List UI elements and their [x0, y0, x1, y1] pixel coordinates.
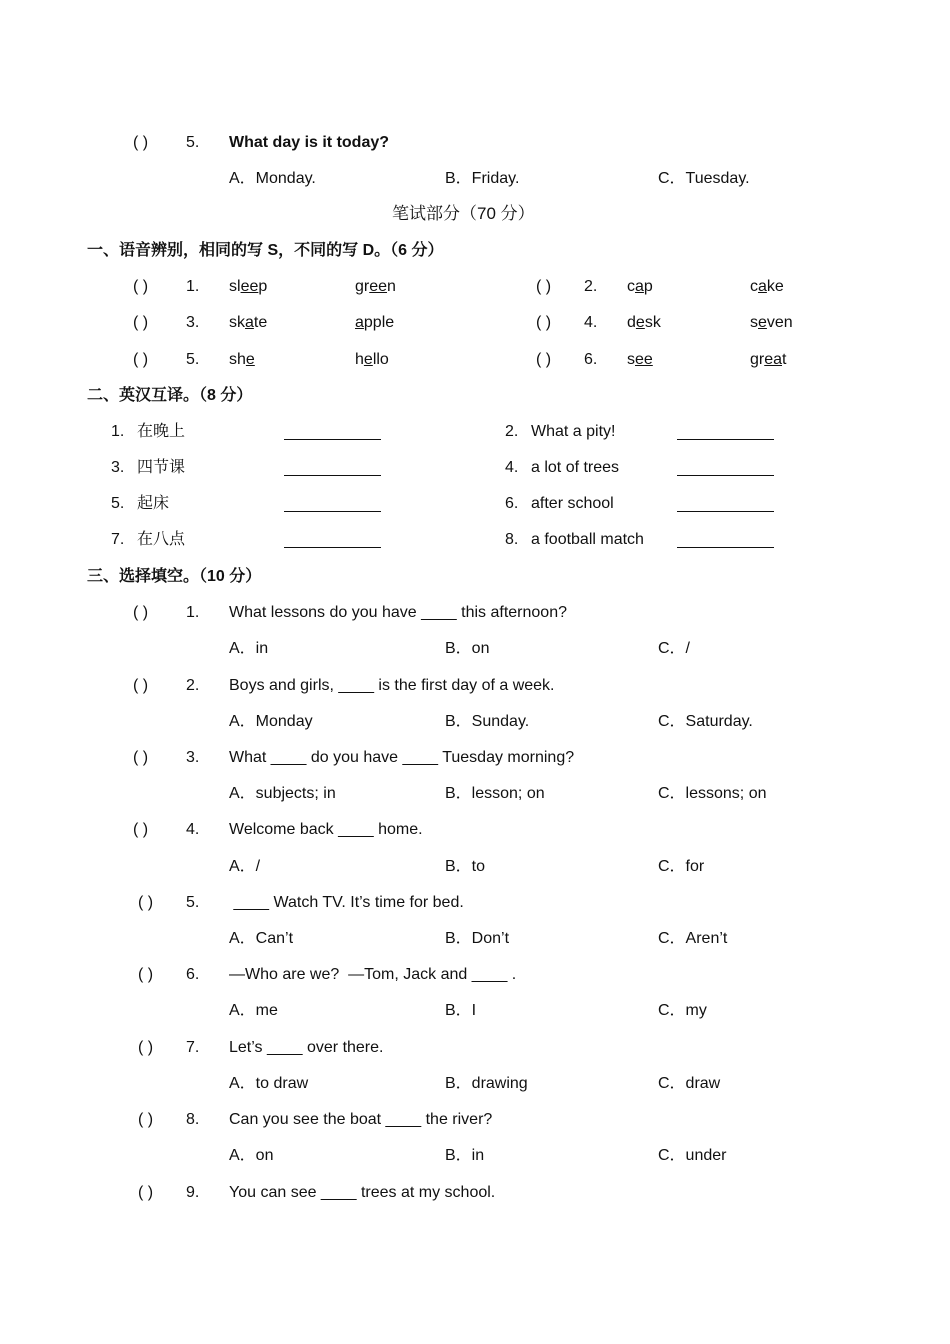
phonics-word-1: desk — [627, 314, 661, 331]
answer-paren: ( ) — [133, 604, 149, 621]
answer-paren: ( ) — [138, 1039, 154, 1056]
option-c: C．lessons; on — [658, 785, 767, 802]
answer-paren: ( ) — [133, 134, 149, 151]
section1-heading: 一、语音辨别，相同的写 S，不同的写 D。（6 分） — [87, 242, 444, 259]
option-b: B．on — [445, 640, 490, 657]
option-a: A．on — [229, 1147, 274, 1164]
option-c: C．for — [658, 858, 705, 875]
question-text: Let’s ____ over there. — [229, 1039, 384, 1056]
phonics-word-1: see — [627, 351, 653, 368]
question-text: Can you see the boat ____ the river? — [229, 1111, 493, 1128]
phonics-word-2: apple — [355, 314, 395, 331]
item-number: 5. — [186, 351, 200, 368]
item-number: 2. — [584, 278, 598, 295]
option-b: B．Friday. — [445, 170, 520, 187]
answer-paren: ( ) — [133, 314, 149, 331]
phonics-word-1: sleep — [229, 278, 268, 295]
question-text: ____ Watch TV. It’s time for bed. — [229, 894, 464, 911]
phonics-word-1: she — [229, 351, 255, 368]
answer-paren: ( ) — [133, 278, 149, 295]
question-text: What lessons do you have ____ this afternoon? — [229, 604, 567, 621]
question-number: 3. — [186, 749, 200, 766]
item-number: 3. — [186, 314, 200, 331]
item-number: 5. — [111, 495, 125, 512]
phonics-word-1: skate — [229, 314, 268, 331]
translate-prompt: a lot of trees — [531, 459, 620, 476]
question-number: 7. — [186, 1039, 200, 1056]
translate-prompt: after school — [531, 495, 614, 512]
question-number: 8. — [186, 1111, 200, 1128]
answer-blank[interactable] — [284, 475, 381, 476]
option-b: B．in — [445, 1147, 485, 1164]
option-a: A．Can’t — [229, 930, 294, 947]
answer-paren: ( ) — [138, 894, 154, 911]
option-c: C．Saturday. — [658, 713, 753, 730]
answer-blank[interactable] — [284, 547, 381, 548]
answer-paren: ( ) — [138, 1184, 154, 1201]
option-c: C．under — [658, 1147, 727, 1164]
question-text: Welcome back ____ home. — [229, 821, 423, 838]
phonics-word-2: cake — [750, 278, 784, 295]
phonics-word-2: great — [750, 351, 787, 368]
option-a: A．Monday. — [229, 170, 316, 187]
translate-prompt: What a pity! — [531, 423, 616, 440]
option-a: A．/ — [229, 858, 261, 875]
option-c: C．my — [658, 1002, 707, 1019]
item-number: 4. — [505, 459, 519, 476]
question-text: —Who are we? —Tom, Jack and ____ . — [229, 966, 517, 983]
answer-blank[interactable] — [677, 547, 774, 548]
answer-blank[interactable] — [677, 439, 774, 440]
option-c: C．Tuesday. — [658, 170, 750, 187]
answer-blank[interactable] — [284, 511, 381, 512]
option-c: C．/ — [658, 640, 691, 657]
item-number: 6. — [584, 351, 598, 368]
option-b: B．lesson; on — [445, 785, 545, 802]
item-number: 2. — [505, 423, 519, 440]
translate-prompt: a football match — [531, 531, 644, 548]
answer-paren: ( ) — [536, 314, 552, 331]
item-number: 6. — [505, 495, 519, 512]
translate-prompt: 起床 — [137, 495, 170, 512]
question-number: 9. — [186, 1184, 200, 1201]
answer-paren: ( ) — [138, 966, 154, 983]
item-number: 8. — [505, 531, 519, 548]
question-number: 5. — [186, 134, 200, 151]
question-text: You can see ____ trees at my school. — [229, 1184, 496, 1201]
option-b: B．Don’t — [445, 930, 510, 947]
option-a: A．subjects; in — [229, 785, 336, 802]
question-number: 2. — [186, 677, 200, 694]
option-a: A．Monday — [229, 713, 313, 730]
option-a: A．to draw — [229, 1075, 309, 1092]
question-number: 4. — [186, 821, 200, 838]
item-number: 3. — [111, 459, 125, 476]
option-a: A．in — [229, 640, 269, 657]
answer-blank[interactable] — [677, 475, 774, 476]
item-number: 1. — [111, 423, 125, 440]
option-a: A．me — [229, 1002, 278, 1019]
section3-heading: 三、选择填空。（10 分） — [87, 568, 262, 585]
option-b: B．to — [445, 858, 486, 875]
translate-prompt: 在八点 — [137, 531, 186, 548]
answer-paren: ( ) — [536, 278, 552, 295]
item-number: 4. — [584, 314, 598, 331]
option-c: C．Aren’t — [658, 930, 728, 947]
phonics-word-1: cap — [627, 278, 653, 295]
translate-prompt: 四节课 — [137, 459, 186, 476]
phonics-word-2: seven — [750, 314, 793, 331]
section2-heading: 二、英汉互译。（8 分） — [87, 387, 253, 404]
item-number: 1. — [186, 278, 200, 295]
question-number: 1. — [186, 604, 200, 621]
item-number: 7. — [111, 531, 125, 548]
option-c: C．draw — [658, 1075, 721, 1092]
phonics-word-2: hello — [355, 351, 389, 368]
answer-blank[interactable] — [677, 511, 774, 512]
answer-paren: ( ) — [536, 351, 552, 368]
translate-prompt: 在晚上 — [137, 423, 186, 440]
option-b: B．Sunday. — [445, 713, 530, 730]
question-number: 5. — [186, 894, 200, 911]
written-part-title: 笔试部分（70 分） — [392, 204, 535, 223]
question-text: What day is it today? — [229, 134, 390, 151]
question-text: Boys and girls, ____ is the first day of a week. — [229, 677, 555, 694]
phonics-word-2: green — [355, 278, 396, 295]
question-number: 6. — [186, 966, 200, 983]
option-b: B．drawing — [445, 1075, 528, 1092]
answer-blank[interactable] — [284, 439, 381, 440]
answer-paren: ( ) — [133, 821, 149, 838]
answer-paren: ( ) — [133, 677, 149, 694]
question-text: What ____ do you have ____ Tuesday morning? — [229, 749, 575, 766]
answer-paren: ( ) — [138, 1111, 154, 1128]
answer-paren: ( ) — [133, 351, 149, 368]
option-b: B．I — [445, 1002, 477, 1019]
answer-paren: ( ) — [133, 749, 149, 766]
